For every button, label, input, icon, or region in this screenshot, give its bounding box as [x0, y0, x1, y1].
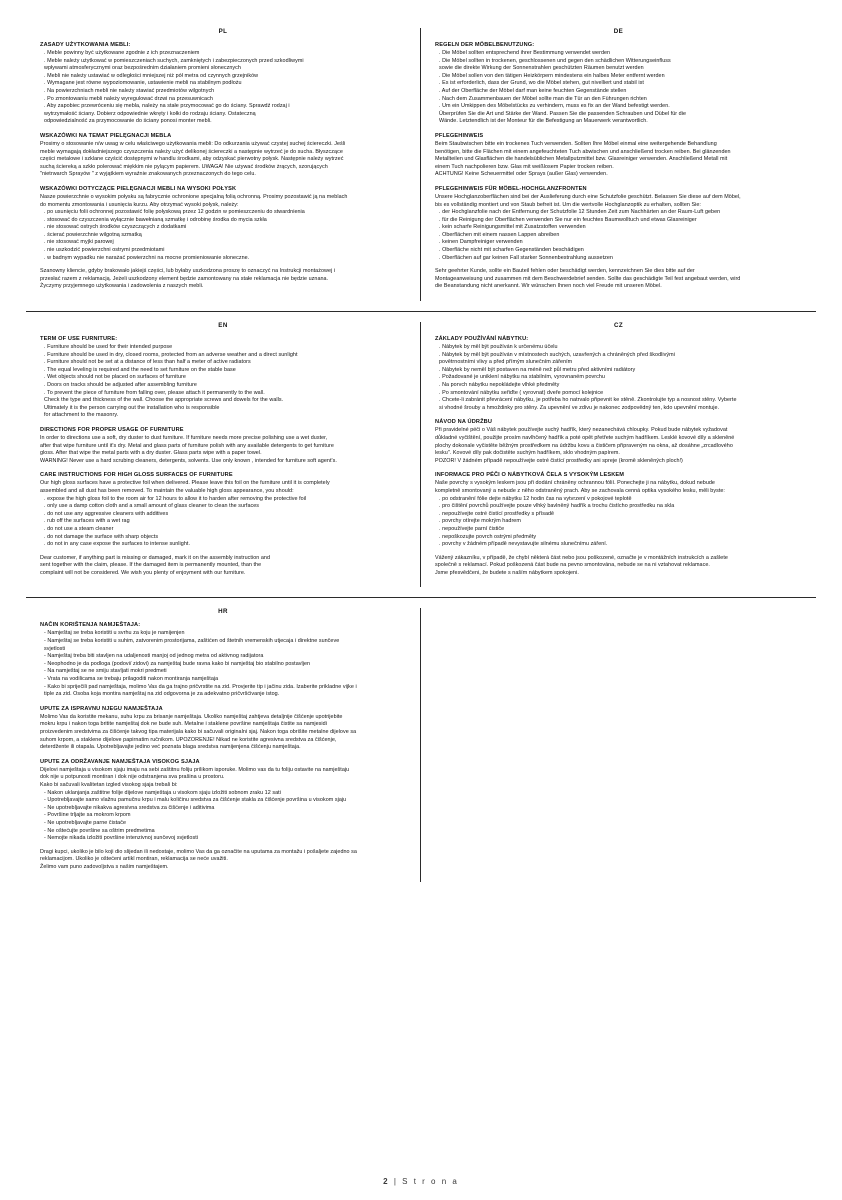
heading: NÁVOD NA ÚDRŽBU — [435, 419, 493, 426]
text-line: - Na namještaj se ne smiju stavljati mokri predmeti — [44, 668, 167, 675]
text-line: . Nábytek by měl být používán k určenému účelu — [439, 344, 558, 351]
text-line: Při pravidelné péči o Váš nábytek používejte suchý hadřík, který nezanechává chloupky. Pokud bude nábytek vyžadovat — [435, 427, 728, 434]
text-line: . do not use any aggressive cleaners with additives — [44, 510, 169, 517]
text-line: . nie stosować myjki parowej — [44, 239, 114, 246]
text-line: Prosimy o stosowanie n/w uwag w celu właściwego użytkowania mebli: Do odkurzania używać czystej suchej ściereczki. Jeśli — [40, 140, 346, 147]
block-de-care — [435, 133, 802, 179]
text-line: Vážený zákazníku, v případě, že chybí některá část nebo jsou poškozené, označte je v montážních instrukcích a zašlete — [435, 554, 728, 561]
language-label-de: DE — [613, 28, 624, 35]
text-line: - Namještaj treba biti stavljen na udaljenosti manjoj od jednog metra od aktivnog radijatora — [44, 653, 264, 660]
section-en — [26, 322, 421, 587]
text-line: - Vrata na vodilicama se trebaju prilagoditi nakon montiranja namještaja — [44, 676, 219, 683]
text-line: Ultimately it is the person carrying out the installation who is responsible — [44, 404, 220, 411]
block-de-claim — [435, 268, 802, 291]
text-line: . Nach dem Zusammenbauen der Möbel sollte man die Tür an den Führungen richten — [439, 95, 647, 102]
text-line: . Furniture should be used in dry, closed rooms, protected from an adverse weather and a direct sunlight — [44, 351, 298, 358]
text-line: . po usunięciu folii ochronnej pozostawić folię połyskową przez 12 godzin w pomieszczeniu do stwardnienia — [44, 209, 305, 216]
text-line: . nepoužívejte parní čističe — [439, 525, 505, 532]
text-line: . Na porvch nábytku nepokládejte vlhké předměty — [439, 382, 560, 388]
text-line: . rub off the surfaces with a wet rag — [44, 518, 130, 525]
text-line: Życzymy przyjemnego użytkowania i zadowolenia z naszych mebli. — [40, 283, 204, 290]
text-line: - Ne upotrebljavajte nikakva agresivna sredstva za čišćenje i aditivima — [44, 804, 215, 811]
heading: PFLEGEHINWEIS — [435, 132, 484, 139]
text-line: . kein scharfe Reinigungsmittel mit Zusatzstoffen verwenden — [439, 224, 586, 231]
text-line: tiple za zid. Osoba koja montira namještaj na zid odgovorna je za adekvatno pričvršćivanje istog. — [44, 691, 280, 698]
text-line: - Namještaj se treba koristiti u suhim, zatvorenim prostorijama, zaštićen od štetnih vremenskih utjecaja i direktne sunčeve — [44, 638, 340, 645]
text-line: die Beanstandung nicht anerkannt. Wir wünschen Ihnen noch viel Freude mit unseren Möbel. — [435, 283, 662, 290]
text-line: for attachment to the masonry. — [44, 412, 119, 419]
text-line: . do not in any case expose the surfaces to intense sunlight. — [44, 541, 190, 548]
text-line: . Nábytek by neměl být postaven na méně než půl metru před aktivními radiátory — [439, 366, 636, 373]
text-line: benötigen, bitte die Flächen mit einem angefeuchteten Tuch abwischen und anschließend trocken reiben. Bei glänzenden — [435, 148, 731, 155]
heading: UPUTE ZA ODRŽAVANJE NAMJEŠTAJA VISOKOG SJAJA — [40, 758, 200, 765]
text-line: Dragi kupci, ukoliko je bilo koji dio slijedan ili nedostaje, molimo Vas da ga označite na uputama za montažu i pošaljete zajedno sa — [40, 848, 357, 855]
text-line: Our high gloss surfaces have a protective foil when delivered. Please leave this foil on the furniture until it is completely — [40, 480, 330, 487]
block-pl-care — [40, 133, 406, 179]
heading: CARE INSTRUCTIONS FOR HIGH GLOSS SURFACES OF FURNITURE — [40, 472, 233, 479]
block-hr-care — [40, 706, 406, 752]
text-line: gloss. After that wipe the metal parts with a dry duster. Glass parts wipe with a paper towel. — [40, 450, 262, 457]
heading: REGELN DER MÖBELBENUTZUNG: — [435, 42, 535, 48]
block-pl-highgloss — [40, 186, 406, 262]
text-line: Kako bi sačuvali kvalitetan izgled visokog sjaja trebali bi: — [40, 781, 178, 788]
block-pl-usage — [40, 42, 406, 126]
text-line: . Um ein Umkippen des Möbelstücks zu verhindern, muss es fix an der Wand befestigt werden. — [439, 103, 670, 110]
text-line: . Na powierzchniach mebli nie należy stawiać przedmiotów wilgotnych — [44, 87, 215, 94]
text-line: POZOR! V žádném případě nepoužívejte ostré čistící prostředky ani spreje (kromě skleněných ploch!) — [435, 457, 683, 464]
block-en-claim — [40, 555, 406, 578]
text-line: Jsme přesvědčeni, že budete s naším nábytkem spokojeni. — [435, 569, 579, 576]
text-line: . nie uszkodzić powierzchni ostrymi przedmiotami — [44, 247, 165, 254]
text-line: - Ne upotrebljavajte parne čistače — [44, 819, 127, 826]
text-line: "nietrwarch Sprayów " z wyjątkiem wyraźnie znakowanych przeznaczonych do tego celu. — [40, 171, 256, 178]
text-line: . Oberflächen mit einem nassen Lappen abreiben — [439, 231, 560, 238]
text-line: przesłać razem z reklamacją. Jeżeli uszkodzony element będzie zamontowany na stałe reklamacja nie będzie uznana. — [40, 275, 329, 282]
text-line: . ścierać powierzchnie wilgotną szmatką — [44, 231, 142, 238]
section-de — [421, 28, 816, 301]
text-line: . Požadované je uniklení nábytku na stabilním, vyrovnaném povrchu — [439, 374, 605, 381]
text-line: lesku". Kovové díly pak dočistěte suchým hadříkem, sklo vhodným papírem. — [435, 450, 620, 457]
text-line: . povrchy v žádném případě nevystavujte silnému slunečnímu záření. — [439, 541, 608, 548]
text-line: . nepoužívejte ostré čistící prostředky s přísadě — [439, 510, 555, 517]
text-line: . Es ist erforderlich, dass der Grund, wo die Möbel stehen, gut nivelliert und stabil ist — [439, 80, 644, 87]
text-line: Sehr geehrter Kunde, sollte ein Bauteil fehlen oder beschädigt werden, kennzeichnen Sie dies bitte auf der — [435, 268, 695, 275]
text-line: Wände. Letztendlich ist der Monteur für die Befestigung an Mauerwerk verantwortlich. — [439, 118, 648, 125]
text-line: kompletně smontovaný a nebude z něho odstraněný prach. Aby se zachovala cenná optika vysokého lesku, měli byste: — [435, 487, 725, 494]
text-line: plochy dokonale vyčistěte běžným prostředkem na údržbu kovu a čističem připraveným na okna, až dosáhne „zrcadlového — [435, 442, 733, 449]
block-de-highgloss — [435, 186, 802, 262]
text-line: svjetlosti — [44, 645, 66, 652]
text-line: suchą ściereką a szkło polerować miękkim nie pylącym papierem. UWAGA! Nie używać środków żrących, szorujących — [40, 163, 328, 170]
text-line: . Po smontování nábytku seřiďte ( vyrovnat) dveře pomocí kolejnice — [439, 389, 604, 396]
block-cz-care — [435, 419, 802, 465]
text-line: . Furniture should be used for their intended purpose — [44, 344, 173, 351]
text-line: . only use a damp cotton cloth and a small amount of glass cleaner to clean the surfaces — [44, 503, 260, 510]
heading: DIRECTIONS FOR PROPER USAGE OF FURNITURE — [40, 426, 184, 433]
text-line: Unsere Hochglanzoberflächen sind bei der Auslieferung durch eine Schutzfolie geschützt. Belassen Sie diese auf dem Möbel, — [435, 193, 741, 200]
text-line: . Doors on tracks should be adjusted after assembling furniture — [44, 382, 197, 388]
block-en-highgloss — [40, 472, 406, 548]
text-line: . Auf der Oberfläche der Möbel darf man keine feuchten Gegenstände stellen — [439, 87, 627, 94]
text-line: - Ne oštećujte površine sa oštrim predmetima — [44, 827, 155, 834]
text-line: . nepoškozujte povrch ostrými předměty — [439, 533, 537, 540]
text-line: . w badnym wypadku nie narażać powierzchni na mocne promieniowanie słoneczne. — [44, 254, 250, 261]
text-line: Beim Staubwischen bitte ein trockenes Tuch verwenden. Sollten Ihre Möbel einmal eine weitergehende Behandlung — [435, 140, 717, 147]
section-cz — [421, 322, 816, 587]
text-line: Naše povrchy s vysokým leskem jsou při dodání chráněny ochrannou fólií. Ponechejte ji na nábytku, dokud nebude — [435, 480, 715, 487]
text-line: . do not use a steam cleaner — [44, 525, 114, 532]
text-line: Molimo Vas da koristite mekanu, suhu krpu za brisanje namještaja. Ukoliko namještaj zahtjeva detaljnije čišćenje upotrijebite — [40, 713, 343, 720]
text-line: - Neophodno je da podloga (podovi/ zidovi) za namještaj bude ravna kako bi namještaj bio stabilno postavljen — [44, 660, 311, 667]
block-hr-claim — [40, 849, 406, 872]
text-line: . pro čištění povrchů používejte pouze vlhký bavlněný hadřík a trochu čistícho prostředku na skla — [439, 503, 675, 510]
text-line: In order to directions use a soft, dry duster to dust furniture. If furniture needs more precise polishing use a wet duster, — [40, 434, 328, 441]
language-label-en: EN — [218, 322, 228, 330]
text-line: WARNING! Never use a hard scrubing cleaners, detergents, solvents. Use only known , intended for furniture soft agent's. — [40, 457, 337, 464]
section-row-1 — [26, 28, 816, 301]
block-en-care — [40, 427, 406, 465]
language-label-cz: CZ — [613, 322, 624, 330]
block-de-usage — [435, 42, 802, 126]
text-line: - Nakon uklanjanja zaštitne folije dijelove namještaja u visokom sjaju izložiti sobnom zraku 12 sati — [44, 789, 281, 796]
text-line: povětrnostními vlivy a před přímým slunečním zářením — [439, 359, 573, 366]
text-line: odpowiedzialność za przymocowanie do ściany ponosi monter mebli. — [44, 118, 212, 125]
text-line: Metallteilen und Glasflächen die handelsüblichen Metallputzmittel bzw. Glasreiniger verwenden. Anschließend Metall mit — [435, 156, 728, 163]
text-line: . keinen Dampfreiniger verwenden — [439, 239, 523, 246]
text-line: do momentu zmontowania i usunięcia kurzu. Aby otrzymać wysoki połysk, należy: — [40, 201, 239, 208]
text-line: - Kako bi spriječili pad namještaja, molimo Vas da ga trajno pričvrstite na zid. Provjerite tip i jačinu zida. Izaberite prikladne vijke i — [44, 683, 357, 690]
heading: NAČIN KORIŠTENJA NAMJEŠTAJA: — [40, 622, 141, 629]
text-line: . Wet objects should not be placed on surfaces of furniture — [44, 374, 186, 381]
text-line: after that wipe furniture until it's dry. Metal and glass parts of furniture polish with any available detergents to get furniture — [40, 442, 334, 449]
block-cz-highgloss — [435, 472, 802, 548]
block-cz-claim — [435, 555, 802, 578]
text-line: meble wymagają dokładniejszego czyszczenia należy użyć delikonej ściereczki a następnie wytrzeć je do sucha. Błyszczące — [40, 148, 343, 155]
text-line: assembled and all dust has been removed. To maintain the valuable high gloss appearance, you should: — [40, 487, 294, 494]
page-footer — [0, 1177, 842, 1186]
text-line: . stosować do czyszczenia wyłącznie bawełnianą szmatkę i odrobinę środka do mycia szkła — [44, 216, 267, 223]
heading: UPUTE ZA ISPRAVNU NJEGU NAMJEŠTAJA — [40, 705, 163, 712]
block-cz-usage — [435, 336, 802, 412]
text-line: części metalowe i szklane czyścić dostępnymi w handlu środkami, aby odzyskać pierwotny połysk. Następnie należy wytrzeć — [40, 156, 344, 163]
text-line: . Furniture should not be set at a distance of less than half a meter of active radiators — [44, 359, 251, 366]
text-line: mokru krpu i nakon toga britite namještaj dok ne bude suh. Metalne i staklene površine namještaja čistite sa namjesidi — [40, 721, 327, 728]
text-line: . der Hochglanzfolie nach der Entfernung der Schutzfolie 12 Stunden Zeit zum Nachhärten an der Raum-Luft geben — [439, 209, 721, 216]
text-line: . für die Reinigung der Oberflächen verwenden Sie nur ein feuchtes Baumwolltuch und etwas Glasreiniger — [439, 216, 697, 223]
text-line: bis es vollständig montiert und von Staub befreit ist. Um die wertvolle Hochglanzoptik zu erhalten, sollten Sie: — [435, 201, 701, 208]
text-line: . Die Möbel sollten in trockenen, geschlossenen und gegen den schädlichen Witterungseinfluss — [439, 57, 671, 64]
language-label-pl: PL — [218, 28, 228, 35]
text-line: dok nije u potpunosti montiran i dok nije odstranjena sva prašina u prostoru. — [40, 774, 225, 781]
section-pl — [26, 28, 421, 301]
text-line: . nie stosować ostrych środków czyszczących z dodatkami — [44, 224, 187, 231]
text-line: reklamacijom. Ukoliko je oštećeni artikl montiran, reklamacija se neće uvažiti. — [40, 856, 228, 863]
section-empty — [421, 608, 816, 881]
language-label-hr: HR — [218, 608, 228, 616]
text-line: společně s reklamací. Pokud poškozená část bude na pevno smontována, nebude se na ni vztahovat reklamace. — [435, 562, 710, 569]
text-line: Überprüfen Sie die Art und Stärke der Wand. Passen Sie die passenden Schrauben und Dübel für die — [439, 110, 687, 117]
text-line: . povrchy otírejte mokrým hadrem — [439, 518, 521, 525]
text-line: deterdžente ili otapala. Upotrebljavajte jedino već poznata blaga sredstva namijenjena čišćenju namještaja. — [40, 744, 301, 751]
text-line: . Die Möbel sollten entsprechend ihrer Bestimmung verwendet werden — [439, 50, 611, 56]
section-row-3 — [26, 598, 816, 881]
text-line: complaint will not be considered. We wish you plenty of enjoyment with our furniture. — [40, 569, 246, 576]
text-line: Nasze powierzchnie o wysokim połysku są fabrycznie ochronione specjalną folią ochronną. Prosimy pozostawić ją na meblach — [40, 193, 348, 200]
text-line: Dijelovi namještaja u visokom sjaju imaju na sebi zaštitnu foliju prilikom isporuke. Molimo vas da tu foliju ostavite na namještaju — [40, 766, 350, 773]
text-line: . To prevent the piece of furniture from falling over, please attach it permanently to the wall. — [44, 389, 265, 396]
text-line: . expose the high gloss foil to the room air for 12 hours to allow it to harden after removing the protective foil — [44, 495, 307, 502]
text-line: . Chcete-li zabránit převrácení nábytku, je potřeba ho natrvalo připevnit ke stěně. Zkontrolujte typ a nosnost stěny. Vyberte — [439, 397, 737, 404]
text-line: . po odstranění fólie dejte nábytku 12 hodin čas na vytvrzení v pokojové teplotě — [439, 495, 632, 502]
text-line: einem Tuch nachpolieren bzw. Glas mit weißlosem Papier trocken reiben. — [435, 163, 614, 170]
text-line: proizvedenim sredstvima za čišćenje takvog tipa materijala kako bi sačuvali originalni sjaj. Nakon toga obrišite metalne dijelove sa — [40, 729, 357, 735]
block-hr-highgloss — [40, 759, 406, 843]
heading: TERM OF USE FURNITURE: — [40, 336, 118, 343]
text-line: wytrzymałość ściany. Dobierz odpowiednie wkręty i kołki do rodzaju ściany. Ostateczną — [44, 110, 256, 117]
section-row-2 — [26, 312, 816, 587]
text-line: - Upotrebljavajte samo vlažnu pamučnu krpu i malu količinu sredstva za čišćenje stakla za čišćenje površina u visokom sjaju — [44, 797, 347, 804]
heading: WSKAZÓWKI NA TEMAT PIELĘGNACJI MEBLA — [40, 132, 172, 139]
text-line: . Mebli nie należy ustawiać w odległości mniejszej niż pół metra od czynnych grzejników — [44, 72, 259, 79]
block-pl-claim — [40, 268, 406, 291]
text-line: důkladné vyčištění, použijte prosím navlhčený hadřík a poté opět přetřete suchým hadříkem. Lesklé kovové díly a skleněné — [435, 434, 735, 441]
text-line: . Po zmontowaniu mebli należy wyregulować drzwi na przesuwnicach — [44, 95, 213, 102]
text-line: Montageanweisung und zusammen mit dem Beschwerdebrief senden. Sollte das geschädigte Teil fest angebaut werden, wird — [435, 275, 741, 282]
text-line: - Nemojte nikada izložiti površine intenzivnoj sunčevoj svjetlosti — [44, 835, 199, 842]
text-line: suhom krpom, a staklene dijelove papirnatim ručnikom. UPOZORENJE! Nikad ne koristite agresivna sredstva za čišćenje, — [40, 736, 337, 743]
text-line: . Aby zapobiec przewróceniu się mebla, należy na stałe przymocować go do ściany. Sprawdź rodzaj i — [44, 103, 290, 110]
heading: INFORMACE PRO PÉČI O NÁBYTKOVÁ ČELA S VYSOKÝM LESKEM — [435, 472, 625, 479]
text-line: . Oberfläche nicht mit scharfen Gegenständen beschädigen — [439, 247, 584, 254]
text-line: - Namještaj se treba koristiti u svrhu za koju je namijenjen — [44, 630, 185, 637]
heading: ZASADY UŻYTKOWANIA MEBLI: — [40, 42, 131, 48]
text-line: . Oberflächen auf gar keinen Fall starker Sonnenbestrahlung aussetzen — [439, 254, 613, 261]
text-line: Želimo vam puno zadovoljstva s našim namještajem. — [40, 863, 169, 870]
text-line: wpływami atmosferycznymi oraz bezpośrednim działaniem promieni słonecznych — [44, 65, 241, 72]
text-line: . The equal leveling is required and the need to set furniture on the stable base — [44, 366, 236, 373]
text-line: Szanowny kliencie, gdyby brakowało jakiejś części, lub byłaby uszkodzona proszę to oznaczyć na Instrukcji montażowej i — [40, 268, 336, 275]
text-line: . Nábytek by měl být používán v místnostech suchých, uzavřených a chráněných před škodlivými — [439, 351, 675, 358]
text-line: . Wymagane jest równe wypoziomowanie, ustawienie mebli na stabilnym podłożu — [44, 80, 242, 87]
text-line: sowie die direkte Wirkung der Sonnenstrahlen geschützten Räumen benutzt werden — [439, 65, 644, 72]
heading: PFLEGEHINWEIS FÜR MÖBEL-HOCHGLANZFRONTEN — [435, 185, 587, 192]
text-line: Dear customer, if anything part is missing or damaged, mark it on the assembly instruction and — [40, 554, 271, 561]
text-line: . Meble powinny być użytkowane zgodnie z ich przeznaczeniem — [44, 50, 200, 56]
heading: ZÁKLADY POUŽÍVÁNÍ NÁBYTKU: — [435, 336, 529, 343]
text-line: si vhodné šrouby a hmoždinky pro stěny. Za upevnění ve zdivu je nakonec zodpovědný ten, kdo upevnění montuje. — [439, 404, 720, 411]
text-line: Check the type and thickness of the wall. Choose the appropriate screws and dowels for the walls. — [44, 397, 284, 404]
footer-label: S t r o n a — [402, 1177, 459, 1186]
section-hr — [26, 608, 421, 881]
block-hr-usage — [40, 622, 406, 698]
block-en-usage — [40, 336, 406, 420]
text-line: . Meble należy użytkować w pomieszczeniach suchych, zamkniętych i zabezpieczonych przed szkodliwymi — [44, 57, 304, 64]
footer-separator: | — [393, 1177, 398, 1186]
text-line: sent together with the claim, please. If the damaged item is permanently mounted, than the — [40, 562, 262, 569]
heading: WSKAZÓWKI DOTYCZĄCE PIELĘGNACJI MEBLI NA WYSOKI POŁYSK — [40, 185, 237, 192]
text-line: ACHTUNG! Keine Scheuermittel oder Sprays (außer Glas) verwenden. — [435, 171, 608, 178]
footer-page-number: 2 — [383, 1177, 390, 1186]
text-line: . do not damage the surface with sharp objects — [44, 533, 159, 540]
text-line: . Die Möbel sollen von den tätigen Heizkörpern mindestens ein halbes Meter entfernt werden — [439, 72, 665, 79]
text-line: - Površine trljajte sa mokrom krpom — [44, 812, 131, 819]
